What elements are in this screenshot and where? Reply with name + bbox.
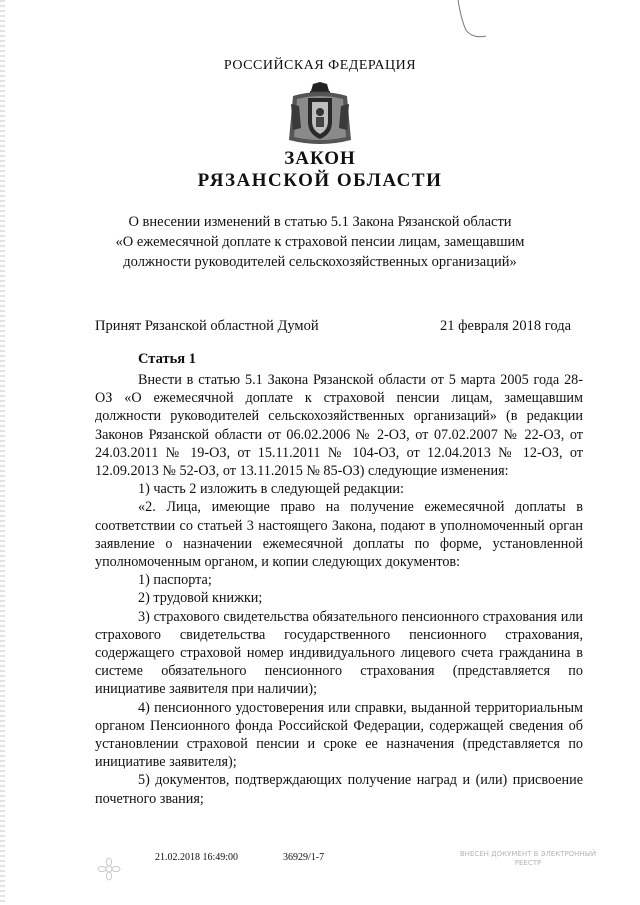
adopted-by: Принят Рязанской областной Думой [95,318,319,334]
pen-mark-icon [440,0,500,45]
list-item: 4) пенсионного удостоверения или справки, выданной территориальным органом Пенсионного фонда Российской Федерации, содержащей сведения об установлении страховой пенсии и сроке ее назначения (представляется по инициативе заявителя); [95,699,583,771]
article-body [95,371,583,808]
ornament-icon [96,856,122,882]
region-title: РЯЗАНСКОЙ ОБЛАСТИ [197,170,443,191]
article-heading: Статья 1 [138,351,196,367]
law-title: ЗАКОН [284,148,356,169]
registry-stamp: ВНЕСЕН ДОКУМЕНТ В ЭЛЕКТРОННЫЙ РЕЕСТР [459,850,597,867]
list-item: 3) страхового свидетельства обязательного пенсионного страхования или страхового свидетельства государственного пенсионного страхования, содержащего страховой номер индивидуального лицевого счета гражданина в системе обязательного пенсионного страхования (представляется по инициативе заявителя при наличии); [95,608,583,698]
list-item: 5) документов, подтверждающих получение наград и (или) присвоение почетного звания; [95,772,583,807]
law-subtitle [0,212,640,272]
adoption-date: 21 февраля 2018 года [440,318,572,334]
subtitle-line: О внесении изменений в статью 5.1 Закона Рязанской области [128,214,512,230]
print-timestamp: 21.02.2018 16:49:00 [155,852,239,863]
country-heading: РОССИЙСКАЯ ФЕДЕРАЦИЯ [223,58,417,73]
article-paragraph: Внести в статью 5.1 Закона Рязанской области от 5 марта 2005 года 28-ОЗ «О ежемесячной доплате к страховой пенсии лицам, замещавшим должности руководителей сельскохозяйственных организаций» (в редакции Законов Рязанской области от 06.02.2006 № 2-ОЗ, от 07.02.2007 № 22-ОЗ, от 24.03.2011 № 19-ОЗ, от 15.11.2011 № 104-ОЗ, от 12.04.2013 № 12-ОЗ, от 12.09.2013 № 52-ОЗ, от 13.11.2015 № 85-ОЗ) следующие изменения: [95,372,583,480]
article-paragraph: 1) часть 2 изложить в следующей редакции: [138,481,404,498]
list-item: 2) трудовой книжки; [138,590,263,607]
document-number: 36929/1-7 [283,852,325,863]
article-paragraph: «2. Лица, имеющие право на получение ежемесячной доплаты в соответствии со статьей 3 настоящего Закона, подают в уполномоченный орган заявление о назначении ежемесячной доплаты по форме, установленной уполномоченным органом, и копии следующих документов: [95,499,583,571]
subtitle-line: «О ежемесячной доплате к страховой пенсии лицам, замещавшим [115,234,525,250]
scan-edge-artifact [0,0,5,905]
coat-of-arms-icon [285,82,355,147]
subtitle-line: должности руководителей сельскохозяйственных организаций» [123,254,517,270]
list-item: 1) паспорта; [138,572,212,589]
